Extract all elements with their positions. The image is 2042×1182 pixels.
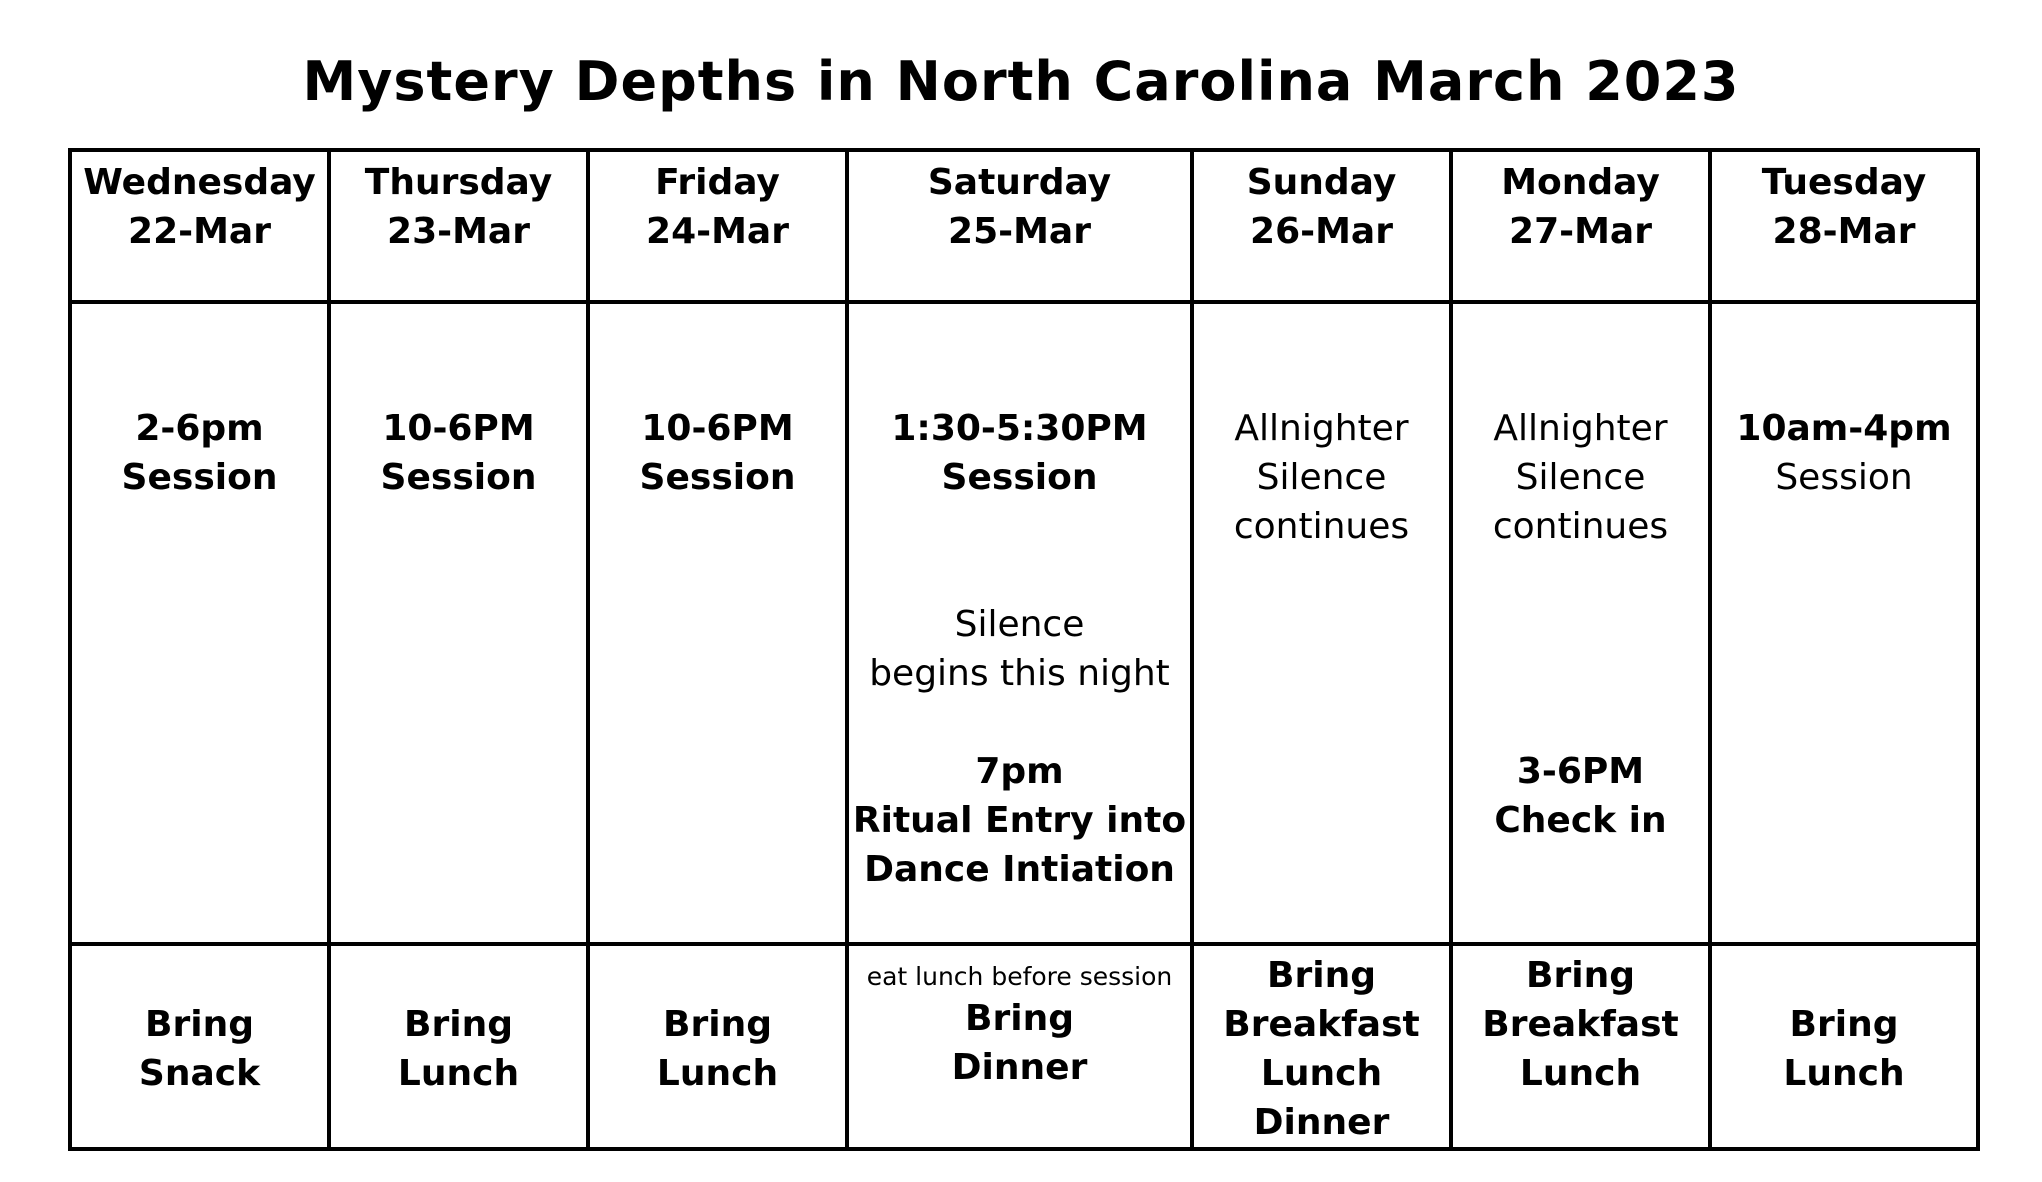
day-header-monday <box>1451 150 1710 302</box>
schedule-table <box>68 148 1980 1151</box>
activity-cell-saturday <box>847 302 1192 944</box>
activity-cell-thursday <box>329 302 588 944</box>
food-line: Bring <box>404 1004 513 1045</box>
food-cell-thursday <box>329 944 588 1149</box>
day-header-friday <box>588 150 847 302</box>
food-line: Breakfast <box>1223 1004 1420 1045</box>
food-line: Bring <box>965 998 1074 1039</box>
activity-cell-friday <box>588 302 847 944</box>
food-line: Lunch <box>656 1053 779 1094</box>
food-line: Bring <box>663 1004 772 1045</box>
day-date: 22-Mar <box>128 211 271 252</box>
day-date: 23-Mar <box>387 211 530 252</box>
food-line: Lunch <box>397 1053 520 1094</box>
day-name: Saturday <box>927 162 1112 203</box>
food-line: Bring <box>1526 955 1635 996</box>
session-time: 2-6pm <box>135 408 264 449</box>
activity-cell-tuesday <box>1710 302 1978 944</box>
session-time: 10-6PM <box>382 408 535 449</box>
day-date: 27-Mar <box>1509 211 1652 252</box>
food-cell-sunday <box>1192 944 1451 1149</box>
food-note: eat lunch before session <box>866 962 1173 991</box>
day-date: 26-Mar <box>1250 211 1393 252</box>
day-header-row <box>70 150 1978 302</box>
session-time: 10-6PM <box>641 408 794 449</box>
food-cell-monday <box>1451 944 1710 1149</box>
silence-note-detail: begins this night <box>869 653 1170 694</box>
allnighter-label: Allnighter <box>1234 408 1409 449</box>
session-label: Session <box>121 457 278 498</box>
checkin-time: 3-6PM <box>1516 751 1645 792</box>
food-line: Breakfast <box>1482 1004 1679 1045</box>
checkin-label: Check in <box>1494 800 1667 841</box>
day-header-thursday <box>329 150 588 302</box>
day-date: 25-Mar <box>948 211 1091 252</box>
continues-label: continues <box>1492 506 1669 547</box>
food-cell-wednesday <box>70 944 329 1149</box>
ritual-time: 7pm <box>975 751 1064 792</box>
food-line: Lunch <box>1783 1053 1905 1094</box>
silence-label: Silence <box>1256 457 1387 498</box>
day-name: Friday <box>655 162 780 203</box>
food-cell-saturday <box>847 944 1192 1149</box>
activity-row <box>70 302 1978 944</box>
day-name: Tuesday <box>1761 162 1927 203</box>
session-label: Session <box>380 457 537 498</box>
day-header-tuesday <box>1710 150 1978 302</box>
food-line: Snack <box>138 1053 261 1094</box>
continues-label: continues <box>1233 506 1410 547</box>
food-line: Lunch <box>1260 1053 1383 1094</box>
day-name: Wednesday <box>83 162 316 203</box>
food-line: Bring <box>1789 1004 1899 1045</box>
food-cell-friday <box>588 944 847 1149</box>
food-line: Lunch <box>1519 1053 1642 1094</box>
activity-cell-wednesday <box>70 302 329 944</box>
day-date: 28-Mar <box>1772 211 1916 252</box>
session-label: Session <box>639 457 796 498</box>
day-date: 24-Mar <box>646 211 789 252</box>
silence-label: Silence <box>1515 457 1646 498</box>
session-time: 1:30-5:30PM <box>891 408 1148 449</box>
day-name: Monday <box>1501 162 1660 203</box>
food-line: Dinner <box>951 1047 1088 1088</box>
food-row <box>70 944 1978 1149</box>
session-label: Session <box>1775 457 1913 498</box>
silence-note: Silence <box>954 604 1085 645</box>
page-title: Mystery Depths in North Carolina March 2023 <box>302 50 1740 113</box>
session-label: Session <box>941 457 1098 498</box>
day-name: Sunday <box>1246 162 1397 203</box>
food-cell-tuesday <box>1710 944 1978 1149</box>
food-line: Bring <box>145 1004 254 1045</box>
allnighter-label: Allnighter <box>1493 408 1668 449</box>
day-header-saturday <box>847 150 1192 302</box>
food-line: Dinner <box>1253 1102 1390 1143</box>
day-header-sunday <box>1192 150 1451 302</box>
day-header-wednesday <box>70 150 329 302</box>
food-line: Bring <box>1267 955 1376 996</box>
session-time: 10am-4pm <box>1736 408 1952 449</box>
activity-cell-sunday <box>1192 302 1451 944</box>
ritual-title: Ritual Entry into <box>852 800 1187 841</box>
ritual-title-detail: Dance Intiation <box>864 849 1175 890</box>
activity-cell-monday <box>1451 302 1710 944</box>
day-name: Thursday <box>364 162 553 203</box>
